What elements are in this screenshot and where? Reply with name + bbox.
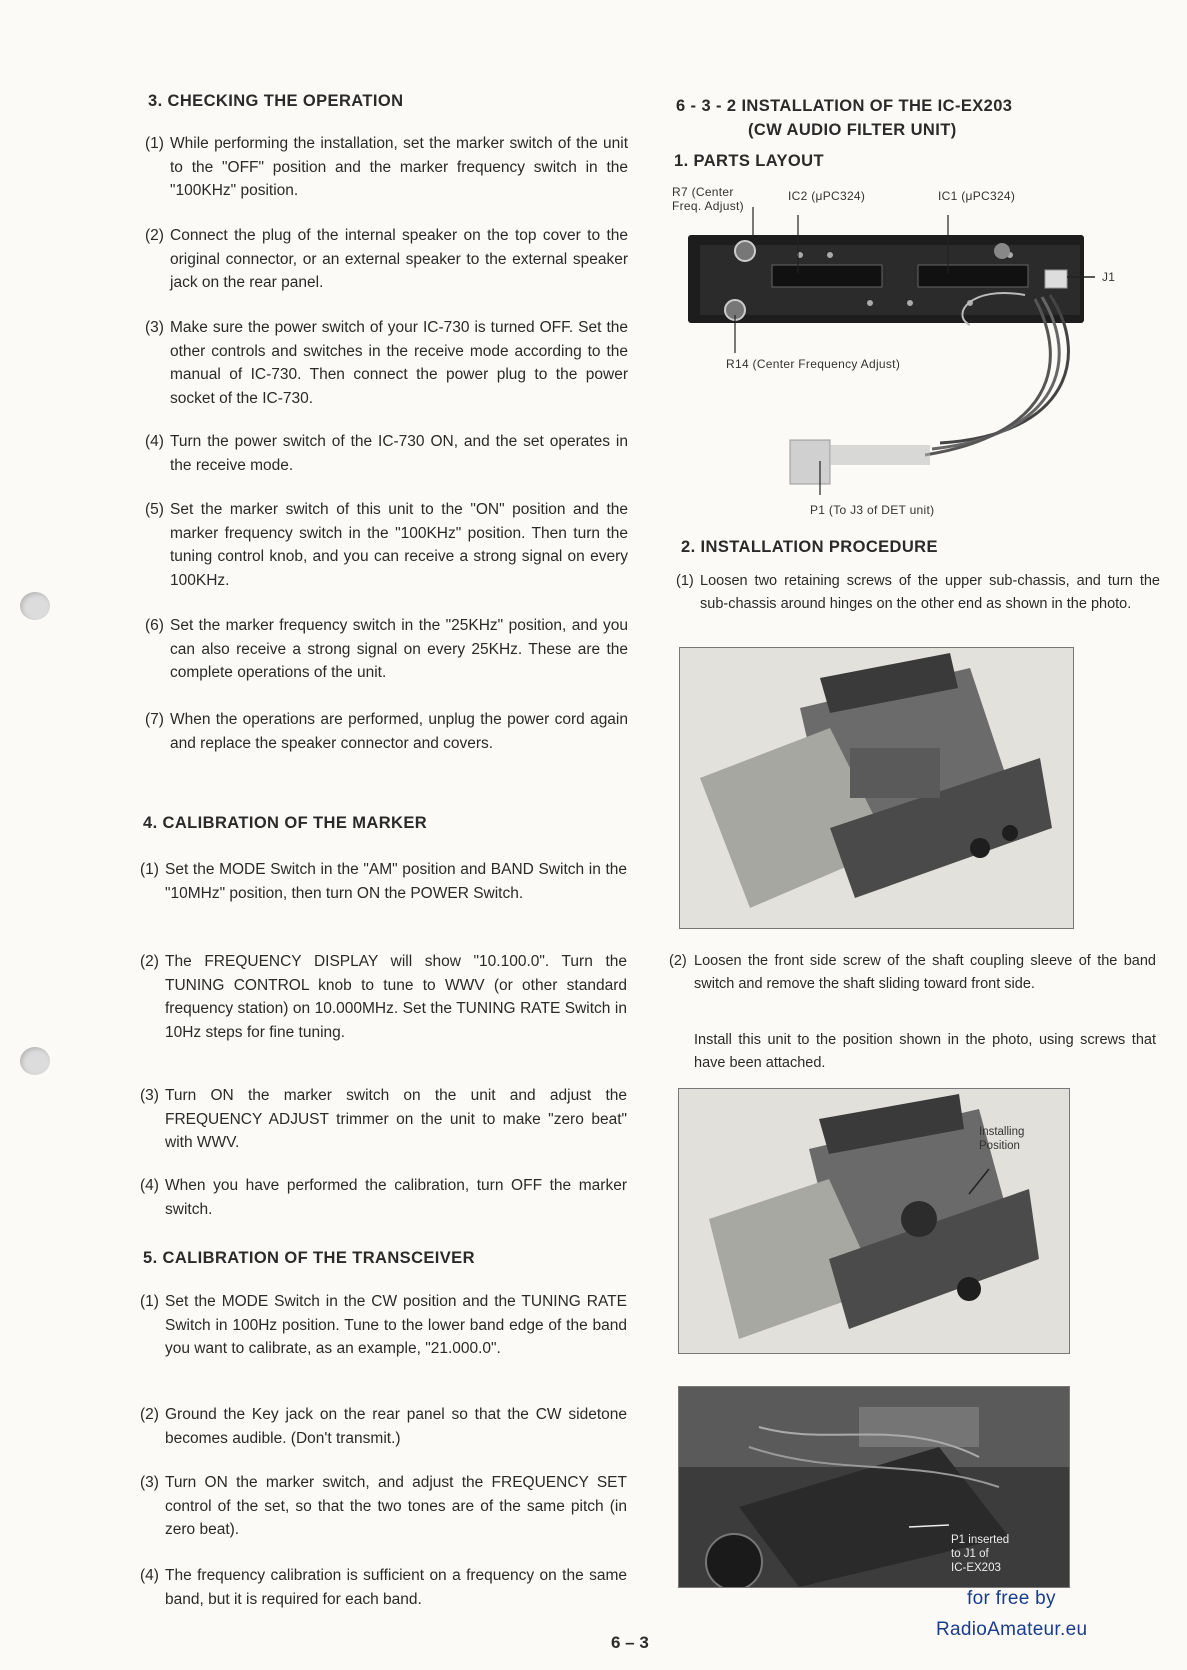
r7-label: R7 (Center [672, 185, 734, 199]
item-text: Ground the Key jack on the rear panel so that the CW sidetone becomes audible. (Don't transmit.) [165, 1406, 627, 1447]
photo-p1-inserted [678, 1386, 1070, 1588]
item-number: (2) [145, 227, 164, 244]
p1-connector [790, 440, 830, 484]
item-text: Loosen two retaining screws of the upper sub-chassis, and turn the sub-chassis around hinges on the other end as shown in the photo. [700, 573, 1160, 612]
item-number: (6) [145, 617, 164, 634]
item-number: (4) [140, 1567, 159, 1584]
install-step-1 [676, 570, 1160, 616]
installation-heading: 6 - 3 - 2 INSTALLATION OF THE IC-EX203 [676, 97, 1013, 115]
item-text: Make sure the power switch of your IC-730 is turned OFF. Set the other controls and switches in the receive mode according to the manual of IC-730. Then connect the power plug to the power socket of the IC-730. [170, 319, 628, 407]
sec4-item-3 [140, 1084, 627, 1155]
r7-label-line2: Freq. Adjust) [672, 199, 744, 213]
item-number: (2) [669, 953, 687, 969]
sec3-item-2 [145, 224, 628, 295]
item-text: The frequency calibration is sufficient on a frequency on the same band, but it is required for each band. [165, 1567, 627, 1608]
installing-position-label-line2: Position [979, 1140, 1020, 1152]
item-text: Set the MODE Switch in the "AM" position and BAND Switch in the "10MHz" position, then turn ON the POWER Switch. [165, 861, 627, 902]
hole-punch-top [20, 592, 50, 620]
install-step-2 [669, 950, 1156, 996]
page-number: 6 – 3 [611, 1633, 649, 1652]
sec3-item-7 [145, 708, 628, 755]
sec3-item-6 [145, 614, 628, 685]
sec3-item-5 [145, 498, 628, 592]
p1-inserted-label-line2: to J1 of [951, 1548, 989, 1560]
item-text: Install this unit to the position shown in the photo, using screws that have been attached. [694, 1032, 1156, 1071]
ic1-label: IC1 (μPC324) [938, 189, 1016, 203]
sec3-item-1 [145, 132, 628, 203]
ic2-label: IC2 (μPC324) [788, 189, 866, 203]
item-text: Set the marker switch of this unit to the "ON" position and the marker frequency switch in the "100KHz" position. Then turn the tuning control knob, and you can receive a strong signal on every 100KHz. [170, 501, 628, 589]
p1-inserted-label: P1 inserted [951, 1534, 1010, 1546]
sec4-item-2 [140, 950, 627, 1044]
item-text: Set the marker frequency switch in the "25KHz" position, and you can also receive a strong signal on every 25KHz. These are the complete operations of the unit. [170, 617, 628, 681]
item-number: (4) [145, 433, 164, 450]
item-text: Turn ON the marker switch on the unit and adjust the FREQUENCY ADJUST trimmer on the unit to make "zero beat" with WWV. [165, 1087, 627, 1151]
p1-label: P1 (To J3 of DET unit) [810, 503, 935, 517]
item-text: Turn the power switch of the IC-730 ON, and the set operates in the receive mode. [170, 433, 628, 474]
section-4-heading: 4. CALIBRATION OF THE MARKER [143, 814, 428, 832]
installation-subheading: (CW AUDIO FILTER UNIT) [748, 121, 957, 139]
sec3-item-3 [145, 316, 628, 410]
j1-label: J1 [1102, 270, 1116, 284]
item-text: When the operations are performed, unplug the power cord again and replace the speaker connector and covers. [170, 711, 628, 752]
item-number: (1) [140, 1293, 159, 1310]
section-5-heading: 5. CALIBRATION OF THE TRANSCEIVER [143, 1249, 475, 1267]
item-number: (4) [140, 1177, 159, 1194]
item-text: Loosen the front side screw of the shaft coupling sleeve of the band switch and remove the shaft sliding toward front side. [694, 953, 1156, 992]
parts-layout-diagram [670, 185, 1130, 525]
item-number: (3) [140, 1087, 159, 1104]
r7-trimmer [735, 241, 755, 261]
sec5-item-3 [140, 1471, 627, 1542]
parts-layout-heading: 1. PARTS LAYOUT [674, 152, 824, 170]
item-text: Turn ON the marker switch, and adjust the FREQUENCY SET control of the set, so that the two tones are of the same pitch (in zero beat). [165, 1474, 627, 1538]
item-text: While performing the installation, set the marker switch of the unit to the "OFF" position and the marker frequency switch in the "100KHz" position. [170, 135, 628, 199]
credit-line-1: for free by [967, 1588, 1056, 1609]
item-number: (2) [140, 953, 159, 970]
r14-label: R14 (Center Frequency Adjust) [726, 357, 901, 371]
item-number: (2) [140, 1406, 159, 1423]
sec5-item-1 [140, 1290, 627, 1361]
sec5-item-4 [140, 1564, 627, 1611]
sec3-item-4 [145, 430, 628, 477]
photo-subchassis-open [679, 647, 1074, 929]
pcb-diagram [670, 185, 1130, 525]
item-text: Connect the plug of the internal speaker on the top cover to the original connector, or an external speaker to the external speaker jack on the rear panel. [170, 227, 628, 291]
capacitor [994, 243, 1010, 259]
item-number: (3) [140, 1474, 159, 1491]
sec5-item-2 [140, 1403, 627, 1450]
item-number: (1) [676, 573, 694, 589]
item-text: Set the MODE Switch in the CW position and the TUNING RATE Switch in 100Hz position. Tune to the lower band edge of the band you want to calibrate, as an example, "21.000.0". [165, 1293, 627, 1357]
item-text: The FREQUENCY DISPLAY will show "10.100.0". Turn the TUNING CONTROL knob to tune to WWV (or other standard frequency station) on 10.000MHz. Set the TUNING RATE Switch in 10Hz steps for fine tuning. [165, 953, 627, 1041]
j1-connector [1045, 270, 1067, 288]
item-number: (3) [145, 319, 164, 336]
p1-inserted-label-line3: IC-EX203 [951, 1562, 1001, 1574]
item-number: (5) [145, 501, 164, 518]
item-number: (7) [145, 711, 164, 728]
item-number: (1) [140, 861, 159, 878]
sec4-item-4 [140, 1174, 627, 1221]
ic2-chip [772, 265, 882, 287]
section-3-heading: 3. CHECKING THE OPERATION [148, 92, 404, 110]
item-number: (1) [145, 135, 164, 152]
installation-procedure-heading: 2. INSTALLATION PROCEDURE [681, 538, 938, 556]
ic1-chip [918, 265, 1028, 287]
sec4-item-1 [140, 858, 627, 905]
installing-position-label: Installing [979, 1126, 1025, 1138]
hole-punch-bottom [20, 1047, 50, 1075]
credit-line-2: RadioAmateur.eu [936, 1619, 1088, 1640]
photo-installing-position [678, 1088, 1070, 1354]
install-step-2b [694, 1029, 1156, 1075]
item-text: When you have performed the calibration, turn OFF the marker switch. [165, 1177, 627, 1218]
